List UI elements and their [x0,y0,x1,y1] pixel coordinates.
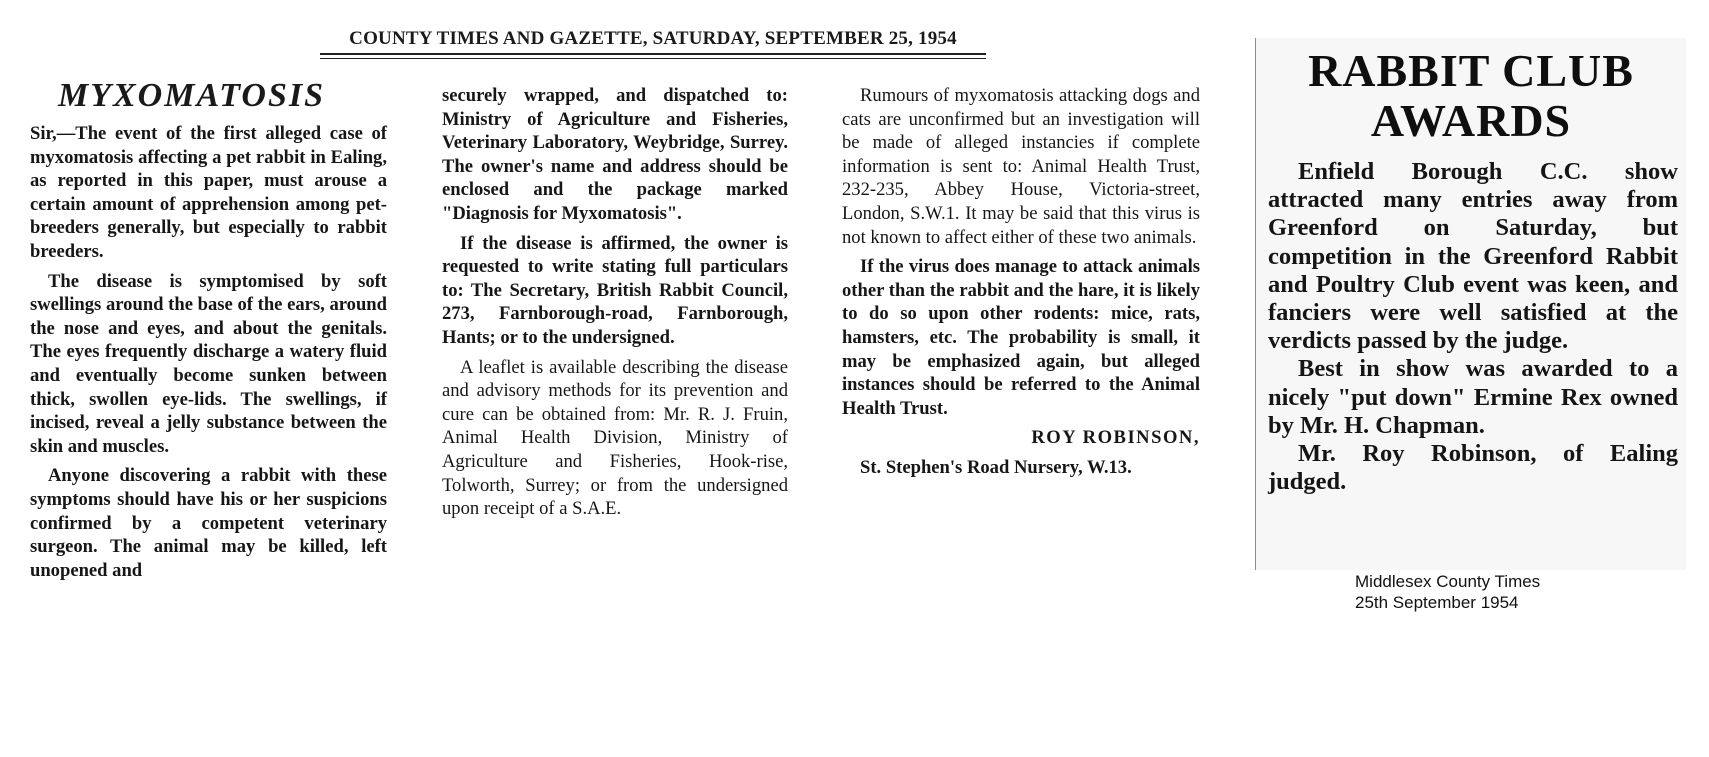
clipping-headline-line: AWARDS [1370,95,1572,146]
masthead-dateline: COUNTY TIMES AND GAZETTE, SATURDAY, SEPTEMBER 25, 1954 [349,28,957,49]
letter-address: St. Stephen's Road Nursery, W.13. [860,456,1132,478]
letter-signature: ROY ROBINSON, [1031,427,1200,449]
caption-publication: Middlesex County Times [1355,572,1541,591]
letter-paragraph: Rumours of myxomatosis attacking dogs and cats are unconfirmed but an investigation will be made of alleged instancies if complete information is sent to: Animal Health Trust, 232-235, Abbey House, Victoria-street, London, S.W.1. It may be said that this virus is not known to affect either of these two animals. [842,85,1200,248]
letter-paragraph: Sir,—The event of the first alleged case of myxomatosis affecting a pet rabbit in Ealing, as reported in this paper, must arouse a certain amount of apprehension among pet-breeders generally, but especially to rabbit breeders. [30,123,387,262]
clipping-paragraph: Mr. Roy Robinson, of Ealing judged. [1268,440,1678,496]
letter-paragraph: If the disease is affirmed, the owner is requested to write stating full particulars to: The Secretary, British Rabbit Council, 273, Farnborough-road, Farnborough, Hants; or to the undersigned. [442,232,788,348]
clipping-headline-line: RABBIT CLUB [1308,45,1634,96]
letter-column-1 [30,122,387,588]
clipping-paragraph: Best in show was awarded to a nicely "put down" Ermine Rex owned by Mr. H. Chapman. [1268,355,1678,439]
letter-paragraph: A leaflet is available describing the disease and advisory methods for its prevention and cure can be obtained from: Mr. R. J. Fruin, Animal Health Division, Ministry of Agriculture and Fisheries, Hook-rise, Tolworth, Surrey; or from the undersigned upon receipt of a S.A.E. [442,356,788,520]
clipping-body [1268,158,1678,496]
letter-column-3 [842,84,1200,486]
letter-column-2 [442,84,788,527]
source-caption [1355,571,1540,613]
letter-paragraph: Anyone discovering a rabbit with these symptoms should have his or her suspicions confirmed by a competent veterinary surgeon. The animal may be killed, left unopened and [30,465,387,581]
masthead-rule [320,53,986,59]
letter-paragraph: The disease is symptomised by soft swellings around the base of the ears, around the nose and eyes, and about the genitals. The eyes frequently discharge a watery fluid and eventually become sunken between thick, swollen eye-lids. The swellings, if incised, reveal a jelly substance between the skin and muscles. [30,270,387,457]
clipping-headline [1256,46,1686,146]
caption-date: 25th September 1954 [1355,593,1519,612]
rabbit-club-clipping [1255,38,1686,570]
letter-headline: MYXOMATOSIS [58,77,326,114]
letter-paragraph: If the virus does manage to attack animals other than the rabbit and the hare, it is likely to do so upon other rodents: mice, rats, hamsters, etc. The probability is small, it may be emphasized again, but alleged instances should be referred to the Animal Health Trust. [842,256,1200,419]
clipping-paragraph: Enfield Borough C.C. show attracted many entries away from Greenford on Saturday, but competition in the Greenford Rabbit and Poultry Club event was keen, and fanciers were well satisfied at the verdicts passed by the judge. [1268,158,1678,355]
letter-paragraph: securely wrapped, and dispatched to: Ministry of Agriculture and Fisheries, Veterinary Laboratory, Weybridge, Surrey. The owner's name and address should be enclosed and the package marked "Diagnosis for Myxomatosis". [442,85,788,224]
